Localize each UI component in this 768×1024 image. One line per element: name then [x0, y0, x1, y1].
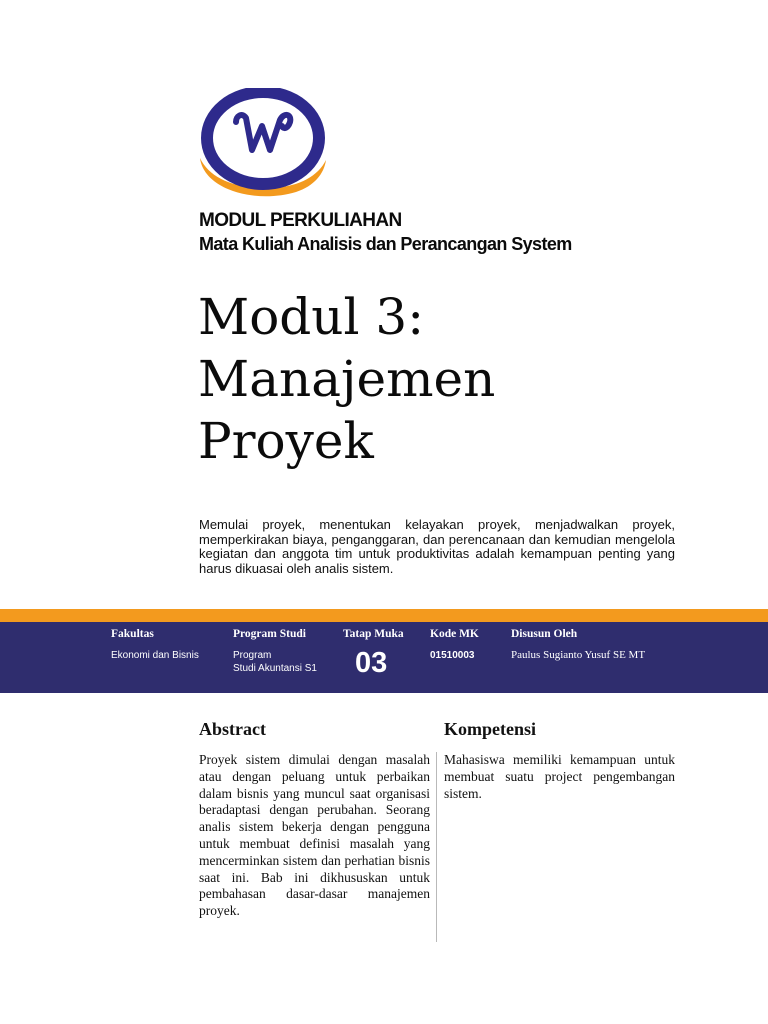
university-w-logo-icon	[196, 88, 330, 204]
info-label: Program Studi	[233, 628, 306, 640]
info-label: Fakultas	[111, 628, 154, 640]
info-label: Kode MK	[430, 628, 479, 640]
info-value-line: Program	[233, 650, 272, 661]
info-value-line: Studi Akuntansi S1	[233, 663, 317, 674]
orange-bar	[0, 609, 768, 622]
title-line: Manajemen	[198, 350, 496, 408]
info-value-big: 03	[355, 647, 388, 679]
kompetensi-heading: Kompetensi	[444, 719, 536, 739]
kompetensi-text: Mahasiswa memiliki kemampuan untuk membuat suatu project pengembangan sistem.	[444, 752, 675, 801]
module-title	[198, 286, 738, 472]
info-value: Paulus Sugianto Yusuf SE MT	[511, 649, 646, 661]
intro-paragraph: Memulai proyek, menentukan kelayakan proyek, menjadwalkan proyek, memperkirakan biaya, penganggaran, dan perencanaan dan kemudian mengelola kegiatan dan anggota tim untuk produktivitas adalah kemampuan penting yang harus dikuasai oleh analis sistem.	[199, 517, 675, 576]
column-divider	[436, 752, 437, 942]
abstract-heading: Abstract	[199, 719, 266, 739]
info-band	[0, 622, 768, 693]
modul-label: MODUL PERKULIAHAN	[199, 210, 402, 231]
course-name: Mata Kuliah Analisis dan Perancangan System	[199, 234, 572, 254]
title-line: Modul 3:	[198, 288, 425, 346]
info-value: Ekonomi dan Bisnis	[111, 650, 199, 661]
info-value: 01510003	[430, 650, 475, 661]
title-line: Proyek	[198, 412, 374, 470]
abstract-text: Proyek sistem dimulai dengan masalah atau dengan peluang untuk perbaikan dalam bisnis yang muncul saat organisasi beradaptasi dengan perubahan. Seorang analis sistem bekerja dengan pengguna untuk membuat definisi masalah yang mencerminkan sistem dan perhatian bisnis saat ini. Bab ini dikhususkan untuk pembahasan dasar-dasar manajemen proyek.	[199, 752, 430, 919]
info-label: Disusun Oleh	[511, 628, 578, 640]
info-value	[233, 649, 317, 675]
info-label: Tatap Muka	[343, 628, 404, 640]
